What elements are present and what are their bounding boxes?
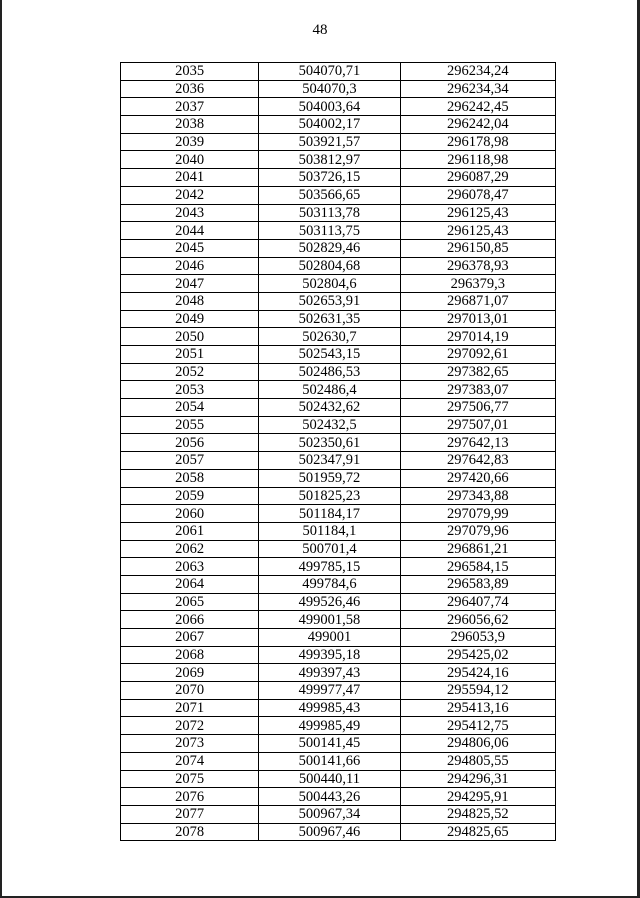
x-coordinate-cell: 502804,68 [259, 257, 400, 275]
y-coordinate-cell: 297092,61 [400, 346, 555, 364]
y-coordinate-cell: 294295,91 [400, 788, 555, 806]
coordinates-table-body [121, 63, 556, 841]
x-coordinate-cell: 503113,78 [259, 204, 400, 222]
x-coordinate-cell: 500701,4 [259, 540, 400, 558]
x-coordinate-cell: 502486,53 [259, 363, 400, 381]
point-number-cell: 2036 [121, 80, 259, 98]
point-number-cell: 2045 [121, 239, 259, 257]
point-number-cell: 2063 [121, 558, 259, 576]
y-coordinate-cell: 295413,16 [400, 699, 555, 717]
table-row [121, 133, 556, 151]
coordinates-table [120, 62, 556, 841]
y-coordinate-cell: 297382,65 [400, 363, 555, 381]
y-coordinate-cell: 297079,96 [400, 522, 555, 540]
y-coordinate-cell: 296234,24 [400, 63, 555, 81]
point-number-cell: 2043 [121, 204, 259, 222]
point-number-cell: 2044 [121, 222, 259, 240]
x-coordinate-cell: 502432,62 [259, 399, 400, 417]
x-coordinate-cell: 502630,7 [259, 328, 400, 346]
point-number-cell: 2056 [121, 434, 259, 452]
point-number-cell: 2064 [121, 575, 259, 593]
table-row [121, 452, 556, 470]
point-number-cell: 2035 [121, 63, 259, 81]
table-row [121, 186, 556, 204]
x-coordinate-cell: 500141,66 [259, 752, 400, 770]
table-row [121, 770, 556, 788]
x-coordinate-cell: 504003,64 [259, 98, 400, 116]
table-row [121, 98, 556, 116]
table-row [121, 275, 556, 293]
x-coordinate-cell: 502432,5 [259, 416, 400, 434]
x-coordinate-cell: 500443,26 [259, 788, 400, 806]
table-row [121, 699, 556, 717]
x-coordinate-cell: 499784,6 [259, 575, 400, 593]
table-row [121, 611, 556, 629]
point-number-cell: 2049 [121, 310, 259, 328]
point-number-cell: 2037 [121, 98, 259, 116]
x-coordinate-cell: 499526,46 [259, 593, 400, 611]
table-row [121, 151, 556, 169]
point-number-cell: 2059 [121, 487, 259, 505]
table-row [121, 381, 556, 399]
y-coordinate-cell: 296378,93 [400, 257, 555, 275]
x-coordinate-cell: 501825,23 [259, 487, 400, 505]
point-number-cell: 2046 [121, 257, 259, 275]
page-number: 48 [312, 22, 328, 38]
table-row [121, 505, 556, 523]
scan-left-edge [0, 0, 2, 898]
point-number-cell: 2052 [121, 363, 259, 381]
x-coordinate-cell: 500967,34 [259, 805, 400, 823]
point-number-cell: 2062 [121, 540, 259, 558]
table-row [121, 204, 556, 222]
point-number-cell: 2077 [121, 805, 259, 823]
x-coordinate-cell: 504070,3 [259, 80, 400, 98]
table-row [121, 487, 556, 505]
y-coordinate-cell: 296861,21 [400, 540, 555, 558]
y-coordinate-cell: 296584,15 [400, 558, 555, 576]
x-coordinate-cell: 500440,11 [259, 770, 400, 788]
table-row [121, 823, 556, 841]
table-row [121, 558, 556, 576]
point-number-cell: 2074 [121, 752, 259, 770]
x-coordinate-cell: 501184,17 [259, 505, 400, 523]
y-coordinate-cell: 295425,02 [400, 646, 555, 664]
y-coordinate-cell: 296379,3 [400, 275, 555, 293]
x-coordinate-cell: 502829,46 [259, 239, 400, 257]
x-coordinate-cell: 503113,75 [259, 222, 400, 240]
table-row [121, 593, 556, 611]
x-coordinate-cell: 499001 [259, 629, 400, 647]
y-coordinate-cell: 297343,88 [400, 487, 555, 505]
y-coordinate-cell: 297383,07 [400, 381, 555, 399]
table-row [121, 416, 556, 434]
y-coordinate-cell: 294296,31 [400, 770, 555, 788]
point-number-cell: 2060 [121, 505, 259, 523]
point-number-cell: 2057 [121, 452, 259, 470]
x-coordinate-cell: 501959,72 [259, 469, 400, 487]
x-coordinate-cell: 499985,49 [259, 717, 400, 735]
y-coordinate-cell: 296407,74 [400, 593, 555, 611]
y-coordinate-cell: 295594,12 [400, 682, 555, 700]
table-row [121, 222, 556, 240]
point-number-cell: 2040 [121, 151, 259, 169]
x-coordinate-cell: 499397,43 [259, 664, 400, 682]
table-row [121, 717, 556, 735]
x-coordinate-cell: 502631,35 [259, 310, 400, 328]
y-coordinate-cell: 296242,04 [400, 116, 555, 134]
y-coordinate-cell: 296150,85 [400, 239, 555, 257]
point-number-cell: 2066 [121, 611, 259, 629]
x-coordinate-cell: 502350,61 [259, 434, 400, 452]
table-row [121, 434, 556, 452]
point-number-cell: 2054 [121, 399, 259, 417]
table-row [121, 80, 556, 98]
table-row [121, 292, 556, 310]
x-coordinate-cell: 502804,6 [259, 275, 400, 293]
table-row [121, 682, 556, 700]
table-row [121, 752, 556, 770]
point-number-cell: 2048 [121, 292, 259, 310]
table-row [121, 116, 556, 134]
y-coordinate-cell: 297642,83 [400, 452, 555, 470]
y-coordinate-cell: 297420,66 [400, 469, 555, 487]
point-number-cell: 2055 [121, 416, 259, 434]
point-number-cell: 2078 [121, 823, 259, 841]
table-row [121, 257, 556, 275]
y-coordinate-cell: 294825,52 [400, 805, 555, 823]
point-number-cell: 2039 [121, 133, 259, 151]
table-row [121, 63, 556, 81]
point-number-cell: 2067 [121, 629, 259, 647]
y-coordinate-cell: 296118,98 [400, 151, 555, 169]
x-coordinate-cell: 501184,1 [259, 522, 400, 540]
x-coordinate-cell: 499785,15 [259, 558, 400, 576]
table-row [121, 399, 556, 417]
table-row [121, 646, 556, 664]
point-number-cell: 2041 [121, 169, 259, 187]
y-coordinate-cell: 297079,99 [400, 505, 555, 523]
table-row [121, 328, 556, 346]
y-coordinate-cell: 296056,62 [400, 611, 555, 629]
table-row [121, 575, 556, 593]
y-coordinate-cell: 297014,19 [400, 328, 555, 346]
point-number-cell: 2047 [121, 275, 259, 293]
x-coordinate-cell: 503812,97 [259, 151, 400, 169]
table-row [121, 629, 556, 647]
x-coordinate-cell: 502653,91 [259, 292, 400, 310]
table-row [121, 469, 556, 487]
x-coordinate-cell: 502347,91 [259, 452, 400, 470]
y-coordinate-cell: 297013,01 [400, 310, 555, 328]
y-coordinate-cell: 297506,77 [400, 399, 555, 417]
y-coordinate-cell: 296583,89 [400, 575, 555, 593]
y-coordinate-cell: 296178,98 [400, 133, 555, 151]
y-coordinate-cell: 296871,07 [400, 292, 555, 310]
point-number-cell: 2051 [121, 346, 259, 364]
x-coordinate-cell: 500967,46 [259, 823, 400, 841]
table-row [121, 805, 556, 823]
point-number-cell: 2069 [121, 664, 259, 682]
x-coordinate-cell: 499985,43 [259, 699, 400, 717]
point-number-cell: 2073 [121, 735, 259, 753]
table-row [121, 788, 556, 806]
y-coordinate-cell: 294825,65 [400, 823, 555, 841]
y-coordinate-cell: 296078,47 [400, 186, 555, 204]
x-coordinate-cell: 502543,15 [259, 346, 400, 364]
y-coordinate-cell: 294805,55 [400, 752, 555, 770]
table-row [121, 664, 556, 682]
x-coordinate-cell: 504002,17 [259, 116, 400, 134]
y-coordinate-cell: 296234,34 [400, 80, 555, 98]
y-coordinate-cell: 295424,16 [400, 664, 555, 682]
x-coordinate-cell: 499001,58 [259, 611, 400, 629]
table-row [121, 346, 556, 364]
point-number-cell: 2070 [121, 682, 259, 700]
table-row [121, 363, 556, 381]
y-coordinate-cell: 294806,06 [400, 735, 555, 753]
x-coordinate-cell: 504070,71 [259, 63, 400, 81]
point-number-cell: 2076 [121, 788, 259, 806]
table-row [121, 169, 556, 187]
table-row [121, 239, 556, 257]
x-coordinate-cell: 499395,18 [259, 646, 400, 664]
table-row [121, 310, 556, 328]
y-coordinate-cell: 296242,45 [400, 98, 555, 116]
x-coordinate-cell: 499977,47 [259, 682, 400, 700]
x-coordinate-cell: 503566,65 [259, 186, 400, 204]
point-number-cell: 2065 [121, 593, 259, 611]
point-number-cell: 2042 [121, 186, 259, 204]
point-number-cell: 2068 [121, 646, 259, 664]
point-number-cell: 2071 [121, 699, 259, 717]
y-coordinate-cell: 296125,43 [400, 222, 555, 240]
table-row [121, 522, 556, 540]
y-coordinate-cell: 297507,01 [400, 416, 555, 434]
y-coordinate-cell: 297642,13 [400, 434, 555, 452]
table-row [121, 540, 556, 558]
point-number-cell: 2058 [121, 469, 259, 487]
x-coordinate-cell: 503921,57 [259, 133, 400, 151]
y-coordinate-cell: 295412,75 [400, 717, 555, 735]
point-number-cell: 2072 [121, 717, 259, 735]
table-row [121, 735, 556, 753]
x-coordinate-cell: 503726,15 [259, 169, 400, 187]
y-coordinate-cell: 296087,29 [400, 169, 555, 187]
x-coordinate-cell: 500141,45 [259, 735, 400, 753]
point-number-cell: 2061 [121, 522, 259, 540]
point-number-cell: 2038 [121, 116, 259, 134]
y-coordinate-cell: 296053,9 [400, 629, 555, 647]
y-coordinate-cell: 296125,43 [400, 204, 555, 222]
point-number-cell: 2075 [121, 770, 259, 788]
x-coordinate-cell: 502486,4 [259, 381, 400, 399]
point-number-cell: 2053 [121, 381, 259, 399]
point-number-cell: 2050 [121, 328, 259, 346]
